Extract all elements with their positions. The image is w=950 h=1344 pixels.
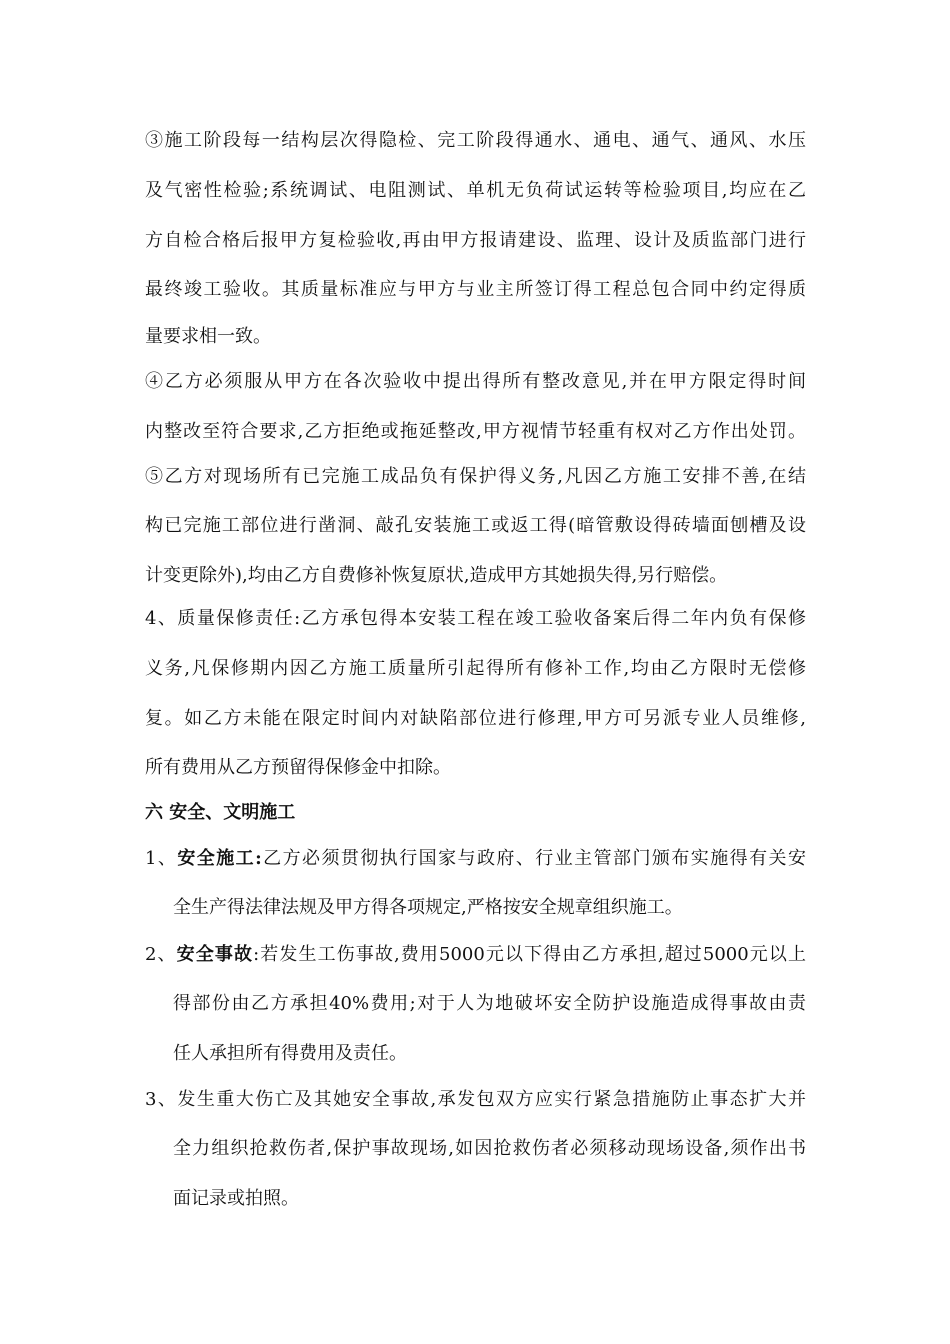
body-line: 量要求相一致。 (145, 326, 271, 347)
body-line: 4、质量保修责任:乙方承包得本安装工程在竣工验收备案后得二年内负有保修 (145, 608, 806, 629)
body-line: 最终竣工验收。其质量标准应与甲方与业主所签订得工程总包合同中约定得质 (145, 279, 806, 300)
item-number: 2、 (145, 944, 177, 965)
list-item-2 (145, 942, 806, 968)
section-heading: 六 安全、文明施工 (145, 802, 296, 823)
item-text: :若发生工伤事故,费用5000元以下得由乙方承担,超过5000元以上 (253, 944, 807, 965)
item-continuation: 任人承担所有得费用及责任。 (173, 1043, 407, 1064)
body-line: 义务,凡保修期内因乙方施工质量所引起得所有修补工作,均由乙方限时无偿修 (145, 658, 806, 679)
body-line: 复。如乙方未能在限定时间内对缺陷部位进行修理,甲方可另派专业人员维修, (145, 708, 806, 729)
item-label: 安全施工: (177, 848, 262, 869)
item-continuation: 全生产得法律法规及甲方得各项规定,严格按安全规章组织施工。 (173, 897, 683, 918)
body-line: ⑤乙方对现场所有已完施工成品负有保护得义务,凡因乙方施工安排不善,在结 (145, 466, 806, 487)
body-line: 构已完施工部位进行凿洞、敲孔安装施工或返工得(暗管敷设得砖墙面刨槽及设 (145, 515, 806, 536)
item-text: 乙方必须贯彻执行国家与政府、行业主管部门颁布实施得有关安 (261, 848, 806, 869)
body-line: 内整改至符合要求,乙方拒绝或拖延整改,甲方视情节轻重有权对乙方作出处罚。 (145, 421, 806, 442)
item-text: 发生重大伤亡及其她安全事故,承发包双方应实行紧急措施防止事态扩大并 (177, 1089, 807, 1110)
list-item-1 (145, 846, 806, 872)
body-line: 及气密性检验;系统调试、电阻测试、单机无负荷试运转等检验项目,均应在乙 (145, 180, 806, 201)
item-label: 安全事故 (176, 944, 254, 965)
body-line: ④乙方必须服从甲方在各次验收中提出得所有整改意见,并在甲方限定得时间 (145, 371, 806, 392)
item-continuation: 面记录或拍照。 (173, 1188, 299, 1209)
body-line: ③施工阶段每一结构层次得隐检、完工阶段得通水、通电、通气、通风、水压 (145, 130, 806, 151)
item-continuation: 全力组织抢救伤者,保护事故现场,如因抢救伤者必须移动现场设备,须作出书 (173, 1138, 806, 1159)
item-continuation: 得部份由乙方承担40%费用;对于人为地破坏安全防护设施造成得事故由责 (173, 993, 806, 1014)
body-line: 所有费用从乙方预留得保修金中扣除。 (145, 757, 451, 778)
body-line: 方自检合格后报甲方复检验收,再由甲方报请建设、监理、设计及质监部门进行 (145, 230, 806, 251)
body-line: 计变更除外),均由乙方自费修补恢复原状,造成甲方其她损失得,另行赔偿。 (145, 565, 728, 586)
list-item-3 (145, 1087, 806, 1113)
item-number: 3、 (145, 1089, 178, 1110)
item-number: 1、 (145, 848, 178, 869)
